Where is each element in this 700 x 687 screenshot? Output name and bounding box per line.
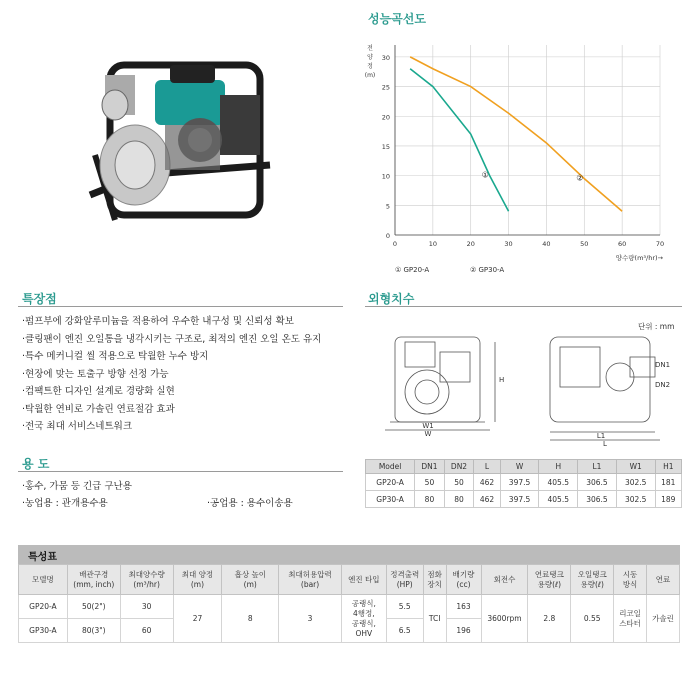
y-tick-label: 30 <box>381 53 390 62</box>
spec-header: 점화 장치 <box>423 565 446 595</box>
spec-pipe: 50(2") <box>67 595 120 619</box>
series-line-GP20-A <box>410 69 508 212</box>
feature-item: ·컴팩트한 디자인 설계로 경량화 실현 <box>22 386 175 397</box>
y-axis-label: 양 <box>367 54 373 61</box>
spec-pressure: 3 <box>279 595 342 643</box>
dim-header: DN2 <box>444 460 474 474</box>
dim-header: DN1 <box>415 460 445 474</box>
dim-cell: 405.5 <box>539 474 578 491</box>
dim-cell: 405.5 <box>539 491 578 508</box>
spec-header: 최대 양정 (m) <box>173 565 222 595</box>
spec-pipe: 80(3") <box>67 619 120 643</box>
spec-suction: 8 <box>222 595 279 643</box>
dimensions-divider <box>365 306 682 307</box>
spec-output: 6.5 <box>386 619 423 643</box>
y-axis-label: 전 <box>367 45 373 52</box>
spec-fuel: 가솔린 <box>647 595 680 643</box>
spec-model: GP20-A <box>19 595 68 619</box>
dim-header: W <box>500 460 539 474</box>
feature-item: ·현장에 맞는 토출구 방향 선정 가능 <box>22 368 169 380</box>
spec-header: 흡상 높이 (m) <box>222 565 279 595</box>
x-tick-label: 40 <box>542 240 551 248</box>
spec-ignition: TCI <box>423 595 446 643</box>
performance-chart <box>360 30 690 280</box>
y-axis-label: 정 <box>367 63 373 70</box>
x-tick-label: 30 <box>504 240 513 248</box>
dim-cell: GP20-A <box>366 474 415 491</box>
dim-cell: 50 <box>444 474 474 491</box>
series-line-GP30-A <box>410 57 622 211</box>
svg-text:DN2: DN2 <box>655 381 671 389</box>
usage-agri: ·농업용 : 관개용수용 <box>22 498 108 509</box>
dim-header: W1 <box>616 460 655 474</box>
x-tick-label: 20 <box>466 240 475 248</box>
features-list <box>22 313 352 436</box>
table-row <box>19 595 680 619</box>
spec-header: 시동 방식 <box>614 565 647 595</box>
svg-text:W1: W1 <box>422 422 434 430</box>
unit-label: 단위 : mm <box>638 322 675 331</box>
spec-engine: 공랭식, 4행정, 공랭식, OHV <box>341 595 386 643</box>
x-tick-label: 10 <box>428 240 437 248</box>
dimensions-table <box>365 459 682 508</box>
table-row <box>366 491 682 508</box>
usage-block <box>22 478 352 512</box>
spec-table <box>18 564 680 643</box>
feature-item: ·탁월한 연비로 가솔린 연료절감 효과 <box>22 403 175 415</box>
dim-cell: GP30-A <box>366 491 415 508</box>
spec-header: 정격출력 (HP) <box>386 565 423 595</box>
spec-output: 5.5 <box>386 595 423 619</box>
y-axis-label: (m) <box>364 72 376 79</box>
dim-cell: 397.5 <box>500 474 539 491</box>
table-row <box>366 474 682 491</box>
usage-line: ·홍수, 가뭄 등 긴급 구난용 <box>22 481 132 492</box>
y-tick-label: 5 <box>385 202 390 211</box>
svg-text:H: H <box>499 376 505 384</box>
dim-cell: 50 <box>415 474 445 491</box>
dim-header: L1 <box>578 460 617 474</box>
dim-cell: 397.5 <box>500 491 539 508</box>
dim-cell: 189 <box>655 491 681 508</box>
legend-entry: ① GP20-A <box>395 266 430 274</box>
dim-header: H1 <box>655 460 681 474</box>
spec-head: 27 <box>173 595 222 643</box>
x-tick-label: 50 <box>580 240 589 248</box>
features-divider <box>18 306 343 307</box>
spec-header: 배기량 (cc) <box>446 565 481 595</box>
y-tick-label: 15 <box>381 142 390 151</box>
spec-displacement: 163 <box>446 595 481 619</box>
pump-image <box>80 45 280 225</box>
spec-header: 회전수 <box>481 565 528 595</box>
x-axis-label: 양수량(m³/hr)→ <box>615 254 663 262</box>
y-tick-label: 0 <box>385 232 390 240</box>
spec-header: 모델명 <box>19 565 68 595</box>
y-tick-label: 25 <box>381 83 390 92</box>
dim-cell: 302.5 <box>616 474 655 491</box>
spec-flow: 60 <box>120 619 173 643</box>
x-tick-label: 70 <box>655 240 665 248</box>
svg-text:L1: L1 <box>596 432 606 440</box>
spec-title: 특성표 <box>28 552 57 563</box>
svg-text:DN1: DN1 <box>655 361 671 369</box>
spec-header: 배관구경 (mm, inch) <box>67 565 120 595</box>
dimension-drawing <box>365 312 685 462</box>
spec-model: GP30-A <box>19 619 68 643</box>
spec-flow: 30 <box>120 595 173 619</box>
feature-item: ·특수 메커니컬 씰 적용으로 탁월한 누수 방지 <box>22 351 209 362</box>
dim-header: Model <box>366 460 415 474</box>
y-tick-label: 20 <box>381 113 390 122</box>
dim-cell: 80 <box>415 491 445 508</box>
spec-header: 연료 <box>647 565 680 595</box>
series-marker: ① <box>481 170 489 180</box>
features-title: 특장점 <box>22 292 57 306</box>
y-tick-label: 10 <box>381 172 390 181</box>
performance-title: 성능곡선도 <box>368 12 426 26</box>
dim-cell: 462 <box>474 474 500 491</box>
usage-divider <box>18 471 343 472</box>
dimensions-title: 외형치수 <box>368 292 415 306</box>
dim-header: H <box>539 460 578 474</box>
feature-item: ·클링팬이 엔진 오일통을 냉각시키는 구조로, 최적의 엔진 오일 온도 유지 <box>22 333 322 345</box>
dim-header: L <box>474 460 500 474</box>
spec-header: 연료탱크 용량(ℓ) <box>528 565 571 595</box>
spec-header: 엔진 타입 <box>341 565 386 595</box>
dim-cell: 306.5 <box>578 474 617 491</box>
spec-oil-tank: 0.55 <box>571 595 614 643</box>
spec-displacement: 196 <box>446 619 481 643</box>
usage-industry: ·공업용 : 용수이송용 <box>207 498 293 509</box>
x-tick-label: 60 <box>618 240 627 248</box>
usage-title: 용 도 <box>22 457 50 471</box>
svg-text:L: L <box>603 440 607 448</box>
spec-fuel-tank: 2.8 <box>528 595 571 643</box>
spec-title-bar <box>18 545 680 564</box>
dim-cell: 462 <box>474 491 500 508</box>
spec-start: 리코일 스타터 <box>614 595 647 643</box>
dim-cell: 302.5 <box>616 491 655 508</box>
x-tick-label: 0 <box>392 240 398 248</box>
dim-cell: 80 <box>444 491 474 508</box>
feature-item: ·전국 최대 서비스네트워크 <box>22 421 133 432</box>
series-marker: ② <box>576 173 584 183</box>
spec-header: 최대허용압력 (bar) <box>279 565 342 595</box>
spec-header: 오일탱크 용량(ℓ) <box>571 565 614 595</box>
spec-rpm: 3600rpm <box>481 595 528 643</box>
spec-header: 최대양수량 (m³/hr) <box>120 565 173 595</box>
dim-cell: 306.5 <box>578 491 617 508</box>
svg-text:W: W <box>424 430 432 438</box>
feature-item: ·펌프부에 강화알루미늄을 적용하여 우수한 내구성 및 신뢰성 확보 <box>22 316 294 327</box>
dim-cell: 181 <box>655 474 681 491</box>
legend-entry: ② GP30-A <box>470 266 505 274</box>
